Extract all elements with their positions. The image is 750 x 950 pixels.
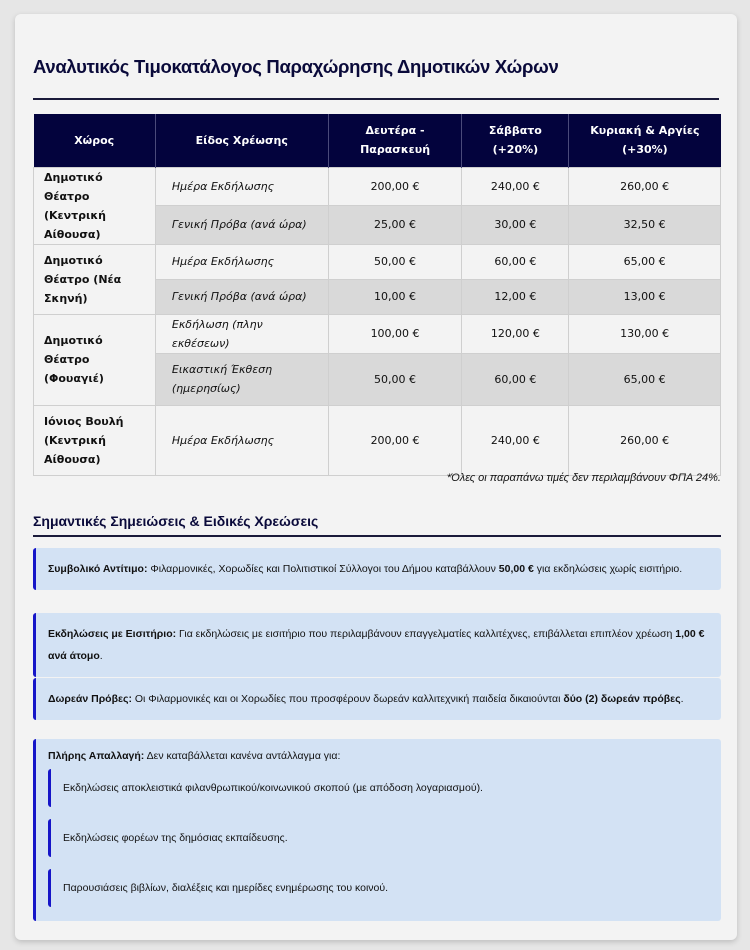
col-header-venue: Χώρος: [34, 114, 156, 167]
note-label: Πλήρης Απαλλαγή:: [48, 750, 145, 762]
venue-cell: Δημοτικό Θέατρο (Κεντρική Αίθουσα): [34, 167, 156, 244]
price-weekday: 10,00 €: [328, 279, 462, 314]
price-list-document: [15, 14, 737, 940]
price-saturday: 240,00 €: [462, 405, 569, 475]
price-sunday: 13,00 €: [569, 279, 721, 314]
exemption-item: Εκδηλώσεις αποκλειστικά φιλανθρωπικού/κοινωνικού σκοπού (με απόδοση λογαριασμού).: [48, 769, 709, 807]
charge-type-cell: Γενική Πρόβα (ανά ώρα): [155, 206, 328, 245]
note-label: Εκδηλώσεις με Εισιτήριο:: [48, 628, 177, 640]
price-weekday: 200,00 €: [328, 405, 462, 475]
price-weekday: 50,00 €: [328, 244, 462, 279]
note-full-exemption: Πλήρης Απαλλαγή: Δεν καταβάλλεται κανένα αντάλλαγμα για: Εκδηλώσεις αποκλειστικά φιλανθρωπικού/κοινωνικού σκοπού (με απόδοση λογαριασμού). Εκδηλώσεις φορέων της δημόσιας εκπαίδευσης. Παρουσιάσεις βιβλίων, διαλέξεις και ημερίδες ενημέρωσης του κοινού.: [33, 739, 721, 921]
charge-type-cell: Γενική Πρόβα (ανά ώρα): [155, 279, 328, 314]
col-header-weekday: Δευτέρα - Παρασκευή: [328, 114, 462, 167]
charge-type-cell: Ημέρα Εκδήλωσης: [155, 405, 328, 475]
price-weekday: 25,00 €: [328, 206, 462, 245]
price-weekday: 50,00 €: [328, 353, 462, 405]
col-header-sunday: Κυριακή & Αργίες (+30%): [569, 114, 721, 167]
note-free-rehearsals: Δωρεάν Πρόβες: Οι Φιλαρμονικές και οι Χορωδίες που προσφέρουν δωρεάν καλλιτεχνική παιδεία δικαιούνται δύο (2) δωρεάν πρόβες.: [33, 678, 721, 720]
note-ticketed-events: Εκδηλώσεις με Εισιτήριο: Για εκδηλώσεις με εισιτήριο που περιλαμβάνουν επαγγελματίες καλλιτέχνες, επιβάλλεται επιπλέον χρέωση 1,00 € ανά άτομο.: [33, 613, 721, 677]
price-saturday: 120,00 €: [462, 314, 569, 353]
charge-type-cell: Ημέρα Εκδήλωσης: [155, 167, 328, 206]
price-weekday: 200,00 €: [328, 167, 462, 206]
price-sunday: 130,00 €: [569, 314, 721, 353]
col-header-saturday: Σάββατο (+20%): [462, 114, 569, 167]
page-title: Αναλυτικός Τιμοκατάλογος Παραχώρησης Δημοτικών Χώρων: [33, 56, 559, 77]
charge-type-cell: Εικαστική Έκθεση (ημερησίως): [155, 353, 328, 405]
exemption-item: Εκδηλώσεις φορέων της δημόσιας εκπαίδευσης.: [48, 819, 709, 857]
col-header-charge-type: Είδος Χρέωσης: [155, 114, 328, 167]
price-sunday: 260,00 €: [569, 167, 721, 206]
price-sunday: 32,50 €: [569, 206, 721, 245]
vat-footnote: *Όλες οι παραπάνω τιμές δεν περιλαμβάνουν ΦΠΑ 24%.: [446, 472, 721, 484]
price-saturday: 30,00 €: [462, 206, 569, 245]
price-sunday: 260,00 €: [569, 405, 721, 475]
price-sunday: 65,00 €: [569, 353, 721, 405]
charge-type-cell: Εκδήλωση (πλην εκθέσεων): [155, 314, 328, 353]
table-row: [34, 314, 721, 353]
table-row: [34, 244, 721, 279]
title-divider: [33, 98, 719, 100]
price-weekday: 100,00 €: [328, 314, 462, 353]
notes-section-title: Σημαντικές Σημειώσεις & Ειδικές Χρεώσεις: [33, 513, 319, 529]
venue-cell: Δημοτικό Θέατρο (Φουαγιέ): [34, 314, 156, 405]
note-symbolic-fee: Συμβολικό Αντίτιμο: Φιλαρμονικές, Χορωδίες και Πολιτιστικοί Σύλλογοι του Δήμου καταβάλλουν 50,00 € για εκδηλώσεις χωρίς εισιτήριο.: [33, 548, 721, 590]
table-header-row: [34, 114, 721, 167]
charge-type-cell: Ημέρα Εκδήλωσης: [155, 244, 328, 279]
table-row: [34, 167, 721, 206]
venue-cell: Ιόνιος Βουλή (Κεντρική Αίθουσα): [34, 405, 156, 475]
table-row: [34, 405, 721, 475]
venue-cell: Δημοτικό Θέατρο (Νέα Σκηνή): [34, 244, 156, 314]
price-sunday: 65,00 €: [569, 244, 721, 279]
price-saturday: 12,00 €: [462, 279, 569, 314]
price-saturday: 60,00 €: [462, 353, 569, 405]
notes-divider: [33, 535, 721, 537]
exemption-item: Παρουσιάσεις βιβλίων, διαλέξεις και ημερίδες ενημέρωσης του κοινού.: [48, 869, 709, 907]
price-saturday: 60,00 €: [462, 244, 569, 279]
note-label: Δωρεάν Πρόβες:: [48, 693, 132, 705]
price-saturday: 240,00 €: [462, 167, 569, 206]
note-label: Συμβολικό Αντίτιμο:: [48, 563, 148, 575]
price-table: [33, 114, 721, 476]
